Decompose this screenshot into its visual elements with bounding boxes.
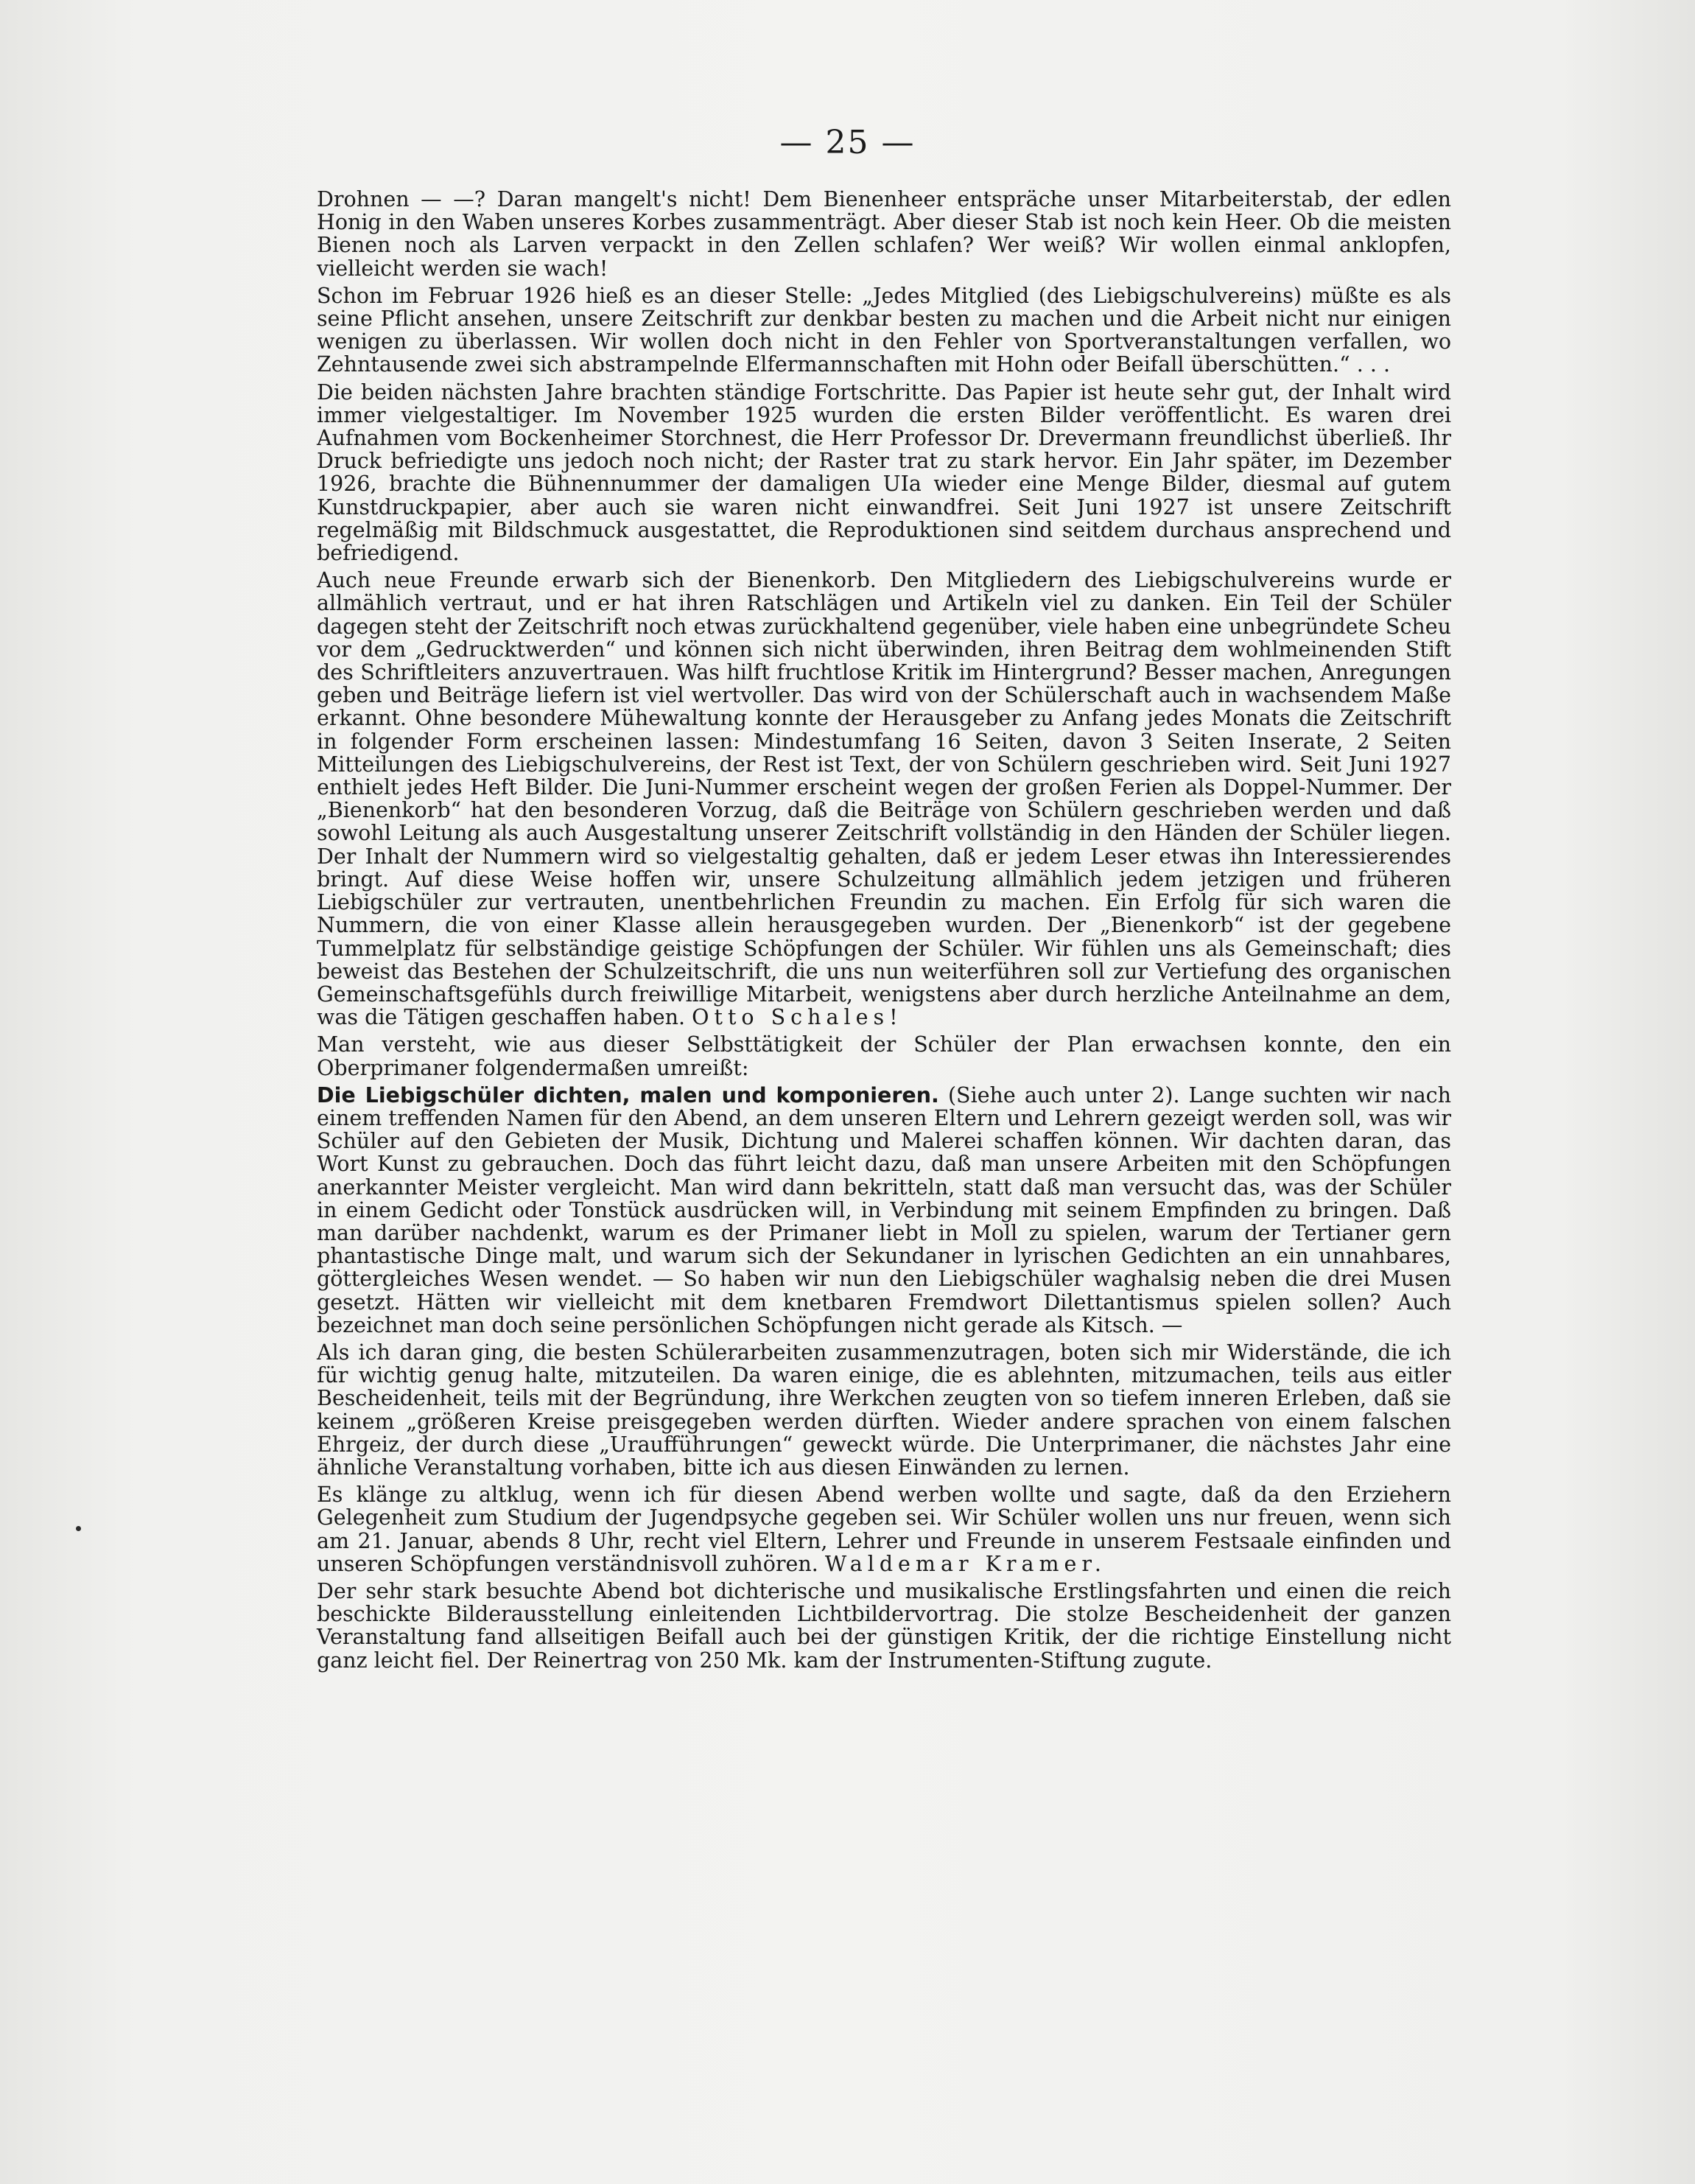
section-heading: Die Liebigschüler dichten, malen und komponieren. <box>317 1082 939 1107</box>
paragraph-2 <box>317 284 1451 377</box>
paragraph-text: Es klänge zu altklug, wenn ich für diesen Abend werben wollte und sagte, daß da den Erziehern Gelegenheit zum Studium der Jugendpsyche gegeben sei. Wir Schüler wollen uns nur freuen, wenn sich am 21. Januar, abends 8 Uhr, recht viel Eltern, Lehrer und Freunde in unserem Festsaale einfinden und unseren Schöpfungen verständnisvoll zuhören. <box>317 1483 1451 1576</box>
paragraph-text: Drohnen — —? Daran mangelt's nicht! Dem Bienenheer entspräche unser Mitarbeiterstab, der edlen Honig in den Waben unseres Korbes zusammenträgt. Aber dieser Stab ist noch kein Heer. Ob die meisten Bienen noch als Larven verpackt in den Zellen schlafen? Wer weiß? Wir wollen einmal anklopfen, vielleicht werden sie wach! <box>317 187 1451 281</box>
signature-otto-schales: Otto Schales! <box>692 1005 903 1030</box>
paragraph-5 <box>317 1033 1451 1079</box>
paragraph-text: Man versteht, wie aus dieser Selbsttätigkeit der Schüler der Plan erwachsen konnte, den ein Oberprimaner folgendermaßen umreißt: <box>317 1032 1451 1080</box>
paragraph-6 <box>317 1084 1451 1337</box>
paragraph-text: Die beiden nächsten Jahre brachten ständige Fortschritte. Das Papier ist heute sehr gut, der Inhalt wird immer vielgestaltiger. Im November 1925 wurden die ersten Bilder veröffentlicht. Es waren drei Aufnahmen vom Bockenheimer Storchnest, die Herr Professor Dr. Drevermann freundlichst überließ. Ihr Druck befriedigte uns jedoch noch nicht; der Raster trat zu stark hervor. Ein Jahr später, im Dezember 1926, brachte die Bühnennummer der damaligen UIa wieder eine Menge Bilder, diesmal auf gutem Kunstdruckpapier, aber auch sie waren nicht einwandfrei. Seit Juni 1927 ist unsere Zeitschrift regelmäßig mit Bildschmuck ausgestattet, die Reproduktionen sind seitdem durchaus ansprechend und befriedigend. <box>317 379 1451 566</box>
paragraph-text: Als ich daran ging, die besten Schülerarbeiten zusammenzutragen, boten sich mir Widerstände, die ich für wichtig genug halte, mitzuteilen. Da waren einige, die es ablehnten, mitzumachen, teils aus eitler Bescheidenheit, teils mit der Begründung, ihre Werkchen zeugten von so tiefem inneren Erleben, daß sie keinem „größeren Kreise preisgegeben werden dürften. Wieder andere sprachen von einem falschen Ehrgeiz, der durch diese „Uraufführungen“ geweckt würde. Die Unterprimaner, die nächstes Jahr eine ähnliche Veranstaltung vorhaben, bitte ich aus diesen Einwänden zu lernen. <box>317 1340 1451 1480</box>
paragraph-text: (Siehe auch unter 2). Lange suchten wir nach einem treffenden Namen für den Abend, an dem unseren Eltern und Lehrern gezeigt werden soll, was wir Schüler auf den Gebieten der Musik, Dichtung und Malerei schaffen können. Wir dachten daran, das Wort Kunst zu gebrauchen. Doch das führt leicht dazu, daß man unsere Arbeiten mit den Schöpfungen anerkannter Meister vergleicht. Man wird dann bekritteln, statt daß man versucht das, was der Schüler in einem Gedicht oder Tonstück ausdrücken will, in Verbindung mit seinem Empfinden zu bringen. Daß man darüber nachdenkt, warum es der Primaner liebt in Moll zu spielen, warum der Tertianer gern phantastische Dinge malt, und warum sich der Sekundaner in lyrischen Gedichten an ein unnahbares, göttergleiches Wesen wendet. — So haben wir nun den Liebigschüler waghalsig neben die drei Musen gesetzt. Hätten wir vielleicht mit dem knetbaren Fremdwort Dilettantismus spielen sollen? Auch bezeichnet man doch seine persönlichen Schöpfungen nicht gerade als Kitsch. — <box>317 1082 1452 1337</box>
margin-dot <box>76 1526 81 1531</box>
paragraph-1 <box>317 188 1451 280</box>
paragraph-text: Auch neue Freunde erwarb sich der Bienenkorb. Den Mitgliedern des Liebigschulvereins wurde er allmählich vertraut, und er hat ihren Ratschlägen und Artikeln viel zu danken. Ein Teil der Schüler dagegen steht der Zeitschrift noch etwas zurückhaltend gegenüber, viele haben eine unbegründete Scheu vor dem „Gedrucktwerden“ und können sich nicht überwinden, ihren Beitrag dem wohlmeinenden Stift des Schriftleiters anzuvertrauen. Was hilft fruchtlose Kritik im Hintergrund? Besser machen, Anregungen geben und Beiträge liefern ist viel wertvoller. Das wird von der Schülerschaft auch in wachsendem Maße erkannt. Ohne besondere Mühewaltung konnte der Herausgeber zu Anfang jedes Monats die Zeitschrift in folgender Form erscheinen lassen: Mindestumfang 16 Seiten, davon 3 Seiten Inserate, 2 Seiten Mitteilungen des Liebigschulvereins, der Rest ist Text, der von Schülern geschrieben wird. Seit Juni 1927 enthielt jedes Heft Bilder. Die Juni-Nummer erscheint wegen der großen Ferien als Doppel-Nummer. Der „Bienenkorb“ hat den besonderen Vorzug, daß die Beiträge von Schülern geschrieben werden und daß sowohl Leitung als auch Ausgestaltung unserer Zeitschrift vollständig in den Händen der Schüler liegen. Der Inhalt der Nummern wird so vielgestaltig gehalten, daß er jedem Leser etwas ihn Interessierendes bringt. Auf diese Weise hoffen wir, unsere Schulzeitung allmählich jedem jetzigen und früheren Liebigschüler zur vertrauten, unentbehrlichen Freundin zu machen. Ein Erfolg für sich waren die Nummern, die von einer Klasse allein herausgegeben wurden. Der „Bienenkorb“ ist der gegebene Tummelplatz für selbständige geistige Schöpfungen der Schüler. Wir fühlen uns als Gemeinschaft; dies beweist das Bestehen der Schulzeitschrift, die uns nun weiterführen soll zur Vertiefung des organischen Gemeinschaftsgefühls durch freiwillige Mitarbeit, wenigstens aber durch herzliche Anteilnahme an dem, was die Tätigen geschaffen haben. <box>317 568 1451 1030</box>
page-number: — 25 — <box>779 124 916 161</box>
paragraph-text: Schon im Februar 1926 hieß es an dieser Stelle: „Jedes Mitglied (des Liebigschulvereins) müßte es als seine Pflicht ansehen, unsere Zeitschrift zur denkbar besten zu machen und die Arbeit nicht nur einigen wenigen zu überlassen. Wir wollen doch nicht in den Fehler von Sportveranstaltungen verfallen, wo Zehntausende zwei sich abstrampelnde Elfermannschaften mit Hohn oder Beifall überschütten.“ . . . <box>317 283 1451 377</box>
paragraph-9 <box>317 1580 1451 1672</box>
paragraph-4 <box>317 569 1451 1029</box>
paragraph-7 <box>317 1341 1451 1479</box>
signature-waldemar-kramer: Waldemar Kramer. <box>824 1551 1106 1576</box>
paragraph-8 <box>317 1483 1451 1575</box>
paragraph-text: Der sehr stark besuchte Abend bot dichterische und musikalische Erstlingsfahrten und einen die reich beschickte Bilderausstellung einleitenden Lichtbildervortrag. Die stolze Bescheidenheit der ganzen Veranstaltung fand allseitigen Beifall auch bei der günstigen Kritik, der die richtige Einstellung nicht ganz leicht fiel. Der Reinertrag von 250 Mk. kam der Instrumenten-Stiftung zugute. <box>317 1578 1451 1673</box>
body-text <box>317 188 1451 1676</box>
paragraph-3 <box>317 381 1451 565</box>
